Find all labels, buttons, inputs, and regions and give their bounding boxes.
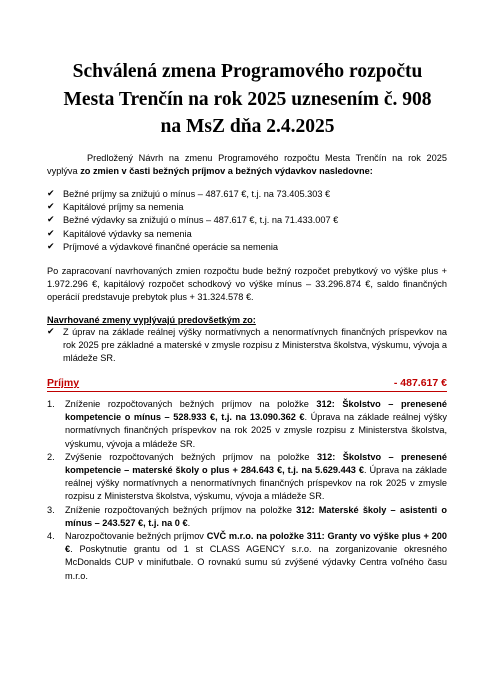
item-text: Narozpočtovanie bežných príjmov [65,531,207,542]
item-bold-text: 312: Školstvo – prenesené kompetencie o mínus – 528.933 €, t.j. na 13.090.362 € [65,399,447,423]
check-mark-icon: ✔ [47,327,55,337]
check-item-text: Bežné príjmy sa znižujú o mínus – 487.617 €, t.j. na 73.405.303 € [63,189,331,199]
list-item [47,504,447,530]
list-item [47,398,447,451]
check-item-text: Kapitálové výdavky sa nemenia [63,228,192,239]
item-text: . Úprava na základe reálnej výšky normatívnych a nenormatívnych finančných príspevkov na rok 2025 v zmysle rozpisu z Ministerstva školstva, výskumu, vývoja a mládeže SR. [65,465,447,502]
check-item-text: Príjmové a výdavkové finančné operácie sa nemenia [63,241,279,252]
item-bold-text: 312: Materské školy – asistenti o mínus – 243.527 €, t.j. na 0 € [65,504,447,528]
check-item [47,214,447,227]
item-text: Zníženie rozpočtovaných bežných príjmov na položke [65,399,317,409]
prijmy-section-header [47,377,447,392]
intro-bold-text: zo zmien v časti bežných príjmov a bežných výdavkov nasledovne: [80,166,373,177]
list-item [47,530,447,583]
check-item-text: Kapitálové príjmy sa nemenia [63,202,184,213]
summary-check-list [47,188,447,254]
item-number: 1. [47,399,55,409]
item-number: 2. [47,451,55,462]
item-text: . Úprava na základe reálnej výšky normatívnych finančných príspevkov na rok 2025 v zmysle rozpisu z Ministerstva školstva, výskumu, vývoja a mládeže SR. [65,412,447,449]
summary-paragraph: Po zapracovaní navrhovaných zmien rozpočtu bude bežný rozpočet prebytkový vo výške plus + 1.972.296 €, kapitálový rozpočet schodkový vo výške mínus – 33.296.874 €, saldo finančných operácií predstavuje prebytok plus + 31.324.578 €. [47,266,447,303]
prijmy-label: Príjmy [47,377,80,389]
item-text: Zníženie rozpočtovaných bežných príjmov na položke [65,504,297,515]
item-number: 3. [47,504,55,515]
document-title [30,58,465,141]
intro-text: Predložený Návrh na zmenu Programového rozpočtu Mesta Trenčín na rok 2025 vyplýva [47,153,447,177]
check-item [47,188,447,201]
item-text: . Poskytnutie grantu od 1 st CLASS AGENCY s.r.o. na zorganizovanie okresného McDonalds CUP v minifutbale. O rovnakú sumu sú zvýšené výdavky Centra voľného času m.r.o. [65,544,447,581]
check-mark-icon: ✔ [47,215,55,226]
item-number: 4. [47,531,55,542]
prijmy-amount: - 487.617 € [393,377,447,389]
item-bold-text: 312: Školstvo – prenesené kompetencie – materské školy o plus + 284.643 €, t.j. na 5.629.443 € [65,451,447,476]
check-mark-icon: ✔ [47,202,55,213]
changes-item [47,326,447,366]
income-items-list [47,398,447,583]
list-item [47,451,447,504]
item-text: . [187,517,191,528]
title-line-2: Mesta Trenčín na rok 2025 uznesením č. 908 [63,88,432,110]
check-item [47,228,447,241]
item-bold-text: CVČ m.r.o. na položke 311: Granty vo výške plus + 200 € [65,531,447,555]
check-mark-icon: ✔ [47,228,55,239]
intro-paragraph [47,152,447,178]
check-item [47,241,447,254]
changes-heading: Navrhované zmeny vyplývajú predovšetkým zo: [47,315,256,325]
check-item [47,201,447,214]
check-item-text: Bežné výdavky sa znižujú o mínus – 487.617 €, t.j. na 71.433.007 € [63,215,339,226]
changes-item-text: Z úprav na základe reálnej výšky normatívnych a nenormatívnych finančných príspevkov na rok 2025 pre základné a materské v zmysle rozpisu z Ministerstva školstva, výskumu, vývoja a mládeže SR. [63,327,447,364]
check-mark-icon: ✔ [47,189,55,199]
title-line-3: na MsZ dňa 2.4.2025 [160,116,335,137]
title-line-1: Schválená zmena Programového rozpočtu [72,61,423,82]
item-text: Zvýšenie rozpočtovaných bežných príjmov na položke [65,451,317,462]
check-mark-icon: ✔ [47,241,55,252]
